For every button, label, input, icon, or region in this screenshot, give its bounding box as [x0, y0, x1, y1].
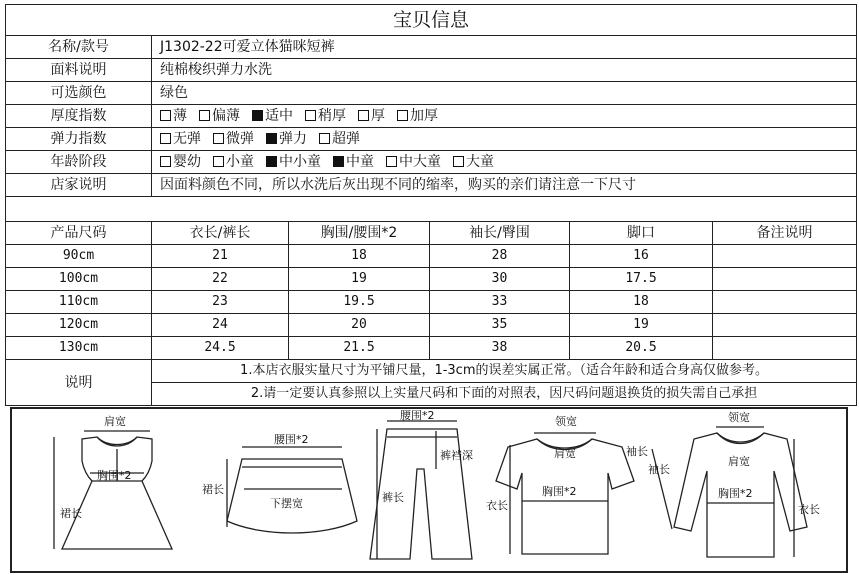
age-option-label: 小童 — [226, 154, 254, 170]
size-header: 衣长/裤长 — [152, 222, 289, 245]
thickness-option-label: 薄 — [173, 108, 187, 124]
tee-shoulder-label: 肩宽 — [554, 447, 576, 460]
skirt-figure — [227, 447, 357, 533]
unchecked-box-icon — [199, 110, 210, 121]
spacer-row — [6, 197, 857, 222]
info-value: 绿色 — [152, 82, 857, 105]
size-cell: 19 — [289, 268, 430, 291]
info-value: J1302-22可爱立体猫咪短裤 — [152, 36, 857, 59]
size-cell: 20 — [289, 314, 430, 337]
elasticity-option — [160, 131, 201, 147]
size-cell: 24.5 — [152, 337, 289, 360]
size-row — [6, 268, 857, 291]
info-row-fabric — [6, 59, 857, 82]
thickness-option — [397, 108, 438, 124]
size-cell: 30 — [430, 268, 570, 291]
size-row — [6, 245, 857, 268]
size-cell: 24 — [152, 314, 289, 337]
elasticity-option-label: 弹力 — [279, 131, 307, 147]
size-cell — [713, 245, 857, 268]
age-option-label: 中童 — [346, 154, 374, 170]
size-header: 袖长/臀围 — [430, 222, 570, 245]
info-label: 名称/款号 — [6, 36, 152, 59]
skirt-hem-label: 下摆宽 — [270, 497, 303, 510]
thickness-option-label: 偏薄 — [212, 108, 240, 124]
thickness-option — [199, 108, 240, 124]
thickness-option — [160, 108, 187, 124]
age-option-label: 婴幼 — [173, 154, 201, 170]
pants-waist-label: 腰围*2 — [400, 409, 435, 422]
dress-chest-label: 胸围*2 — [97, 469, 132, 482]
pants-figure — [370, 421, 472, 559]
age-option-label: 中小童 — [279, 154, 321, 170]
tee-chest-label: 胸围*2 — [542, 485, 577, 498]
elasticity-option — [213, 131, 254, 147]
ls-collar-label: 领宽 — [728, 411, 750, 424]
elasticity-option-label: 无弹 — [173, 131, 201, 147]
unchecked-box-icon — [213, 156, 224, 167]
unchecked-box-icon — [397, 110, 408, 121]
size-cell: 110cm — [6, 291, 152, 314]
elasticity-row — [6, 128, 857, 151]
ls-length-label: 衣长 — [798, 503, 820, 516]
info-label: 面料说明 — [6, 59, 152, 82]
elasticity-option-label: 超弹 — [332, 131, 360, 147]
thickness-option-label: 厚 — [371, 108, 385, 124]
size-cell: 18 — [289, 245, 430, 268]
checked-box-icon — [333, 156, 344, 167]
size-cell — [713, 337, 857, 360]
note-line: 1.本店衣服实量尺寸为平铺尺量，1-3cm的误差实属正常。（适合年龄和适合身高仅做参考。 — [152, 360, 857, 383]
size-row — [6, 337, 857, 360]
ls-chest-label: 胸围*2 — [718, 487, 753, 500]
size-cell: 19.5 — [289, 291, 430, 314]
unchecked-box-icon — [160, 156, 171, 167]
thickness-option — [252, 108, 293, 124]
info-row-color — [6, 82, 857, 105]
info-row-name — [6, 36, 857, 59]
size-cell: 19 — [570, 314, 713, 337]
thickness-label: 厚度指数 — [6, 105, 152, 128]
size-header: 胸围/腰围*2 — [289, 222, 430, 245]
age-option — [453, 154, 494, 170]
age-option — [386, 154, 441, 170]
notes-label: 说明 — [6, 360, 152, 406]
ls-shoulder-label: 肩宽 — [728, 455, 750, 468]
size-cell: 21 — [152, 245, 289, 268]
age-option — [333, 154, 374, 170]
size-cell — [713, 291, 857, 314]
thickness-options — [152, 105, 857, 128]
age-option-label: 大童 — [466, 154, 494, 170]
thickness-option-label: 适中 — [265, 108, 293, 124]
size-cell: 35 — [430, 314, 570, 337]
age-options — [152, 151, 857, 174]
age-option — [266, 154, 321, 170]
elasticity-label: 弹力指数 — [6, 128, 152, 151]
elasticity-option-label: 微弹 — [226, 131, 254, 147]
store-note-value: 因面料颜色不同，所以水洗后灰出现不同的缩率，购买的亲们请注意一下尺寸 — [152, 174, 857, 197]
dress-length-label: 裙长 — [60, 507, 82, 520]
size-cell — [713, 268, 857, 291]
dress-figure — [54, 431, 172, 549]
size-header-row — [6, 222, 857, 245]
thickness-row — [6, 105, 857, 128]
size-cell: 23 — [152, 291, 289, 314]
unchecked-box-icon — [386, 156, 397, 167]
thickness-option-label: 加厚 — [410, 108, 438, 124]
page-title: 宝贝信息 — [6, 5, 857, 36]
skirt-length-label: 裙长 — [202, 483, 224, 496]
size-header: 产品尺码 — [6, 222, 152, 245]
size-header: 脚口 — [570, 222, 713, 245]
unchecked-box-icon — [453, 156, 464, 167]
tee-sleeve-label: 袖长 — [626, 445, 648, 458]
tee-length-label: 衣长 — [486, 499, 508, 512]
size-cell: 20.5 — [570, 337, 713, 360]
elasticity-option — [266, 131, 307, 147]
measurement-diagram-svg — [12, 409, 846, 571]
size-cell: 120cm — [6, 314, 152, 337]
age-option — [160, 154, 201, 170]
pants-rise-label: 裤裆深 — [440, 449, 473, 462]
tee-collar-label: 领宽 — [555, 415, 577, 428]
product-info-sheet — [5, 4, 856, 406]
size-cell: 16 — [570, 245, 713, 268]
info-label: 可选颜色 — [6, 82, 152, 105]
ls-sleeve-label: 袖长 — [648, 463, 670, 476]
notes-row — [6, 360, 857, 383]
size-cell: 17.5 — [570, 268, 713, 291]
store-note-label: 店家说明 — [6, 174, 152, 197]
age-row — [6, 151, 857, 174]
unchecked-box-icon — [305, 110, 316, 121]
size-cell: 21.5 — [289, 337, 430, 360]
size-row — [6, 314, 857, 337]
size-cell: 18 — [570, 291, 713, 314]
size-cell: 33 — [430, 291, 570, 314]
thickness-option-label: 稍厚 — [318, 108, 346, 124]
age-option — [213, 154, 254, 170]
elasticity-options — [152, 128, 857, 151]
checked-box-icon — [266, 156, 277, 167]
pants-length-label: 裤长 — [382, 491, 404, 504]
thickness-option — [358, 108, 385, 124]
size-cell: 38 — [430, 337, 570, 360]
thickness-option — [305, 108, 346, 124]
size-cell: 90cm — [6, 245, 152, 268]
measurement-diagram — [10, 407, 848, 573]
info-value: 纯棉梭织弹力水洗 — [152, 59, 857, 82]
age-label: 年龄阶段 — [6, 151, 152, 174]
size-cell: 130cm — [6, 337, 152, 360]
size-cell — [713, 314, 857, 337]
product-info-table — [5, 4, 857, 406]
note-line: 2.请一定要认真参照以上实量尺码和下面的对照表，因尺码问题退换货的损失需自己承担 — [152, 383, 857, 406]
store-note-row — [6, 174, 857, 197]
size-cell: 100cm — [6, 268, 152, 291]
unchecked-box-icon — [213, 133, 224, 144]
checked-box-icon — [266, 133, 277, 144]
size-header: 备注说明 — [713, 222, 857, 245]
elasticity-option — [319, 131, 360, 147]
skirt-waist-label: 腰围*2 — [274, 433, 309, 446]
size-row — [6, 291, 857, 314]
size-cell: 28 — [430, 245, 570, 268]
unchecked-box-icon — [160, 110, 171, 121]
size-cell: 22 — [152, 268, 289, 291]
age-option-label: 中大童 — [399, 154, 441, 170]
unchecked-box-icon — [319, 133, 330, 144]
unchecked-box-icon — [358, 110, 369, 121]
dress-shoulder-label: 肩宽 — [104, 415, 126, 428]
checked-box-icon — [252, 110, 263, 121]
unchecked-box-icon — [160, 133, 171, 144]
